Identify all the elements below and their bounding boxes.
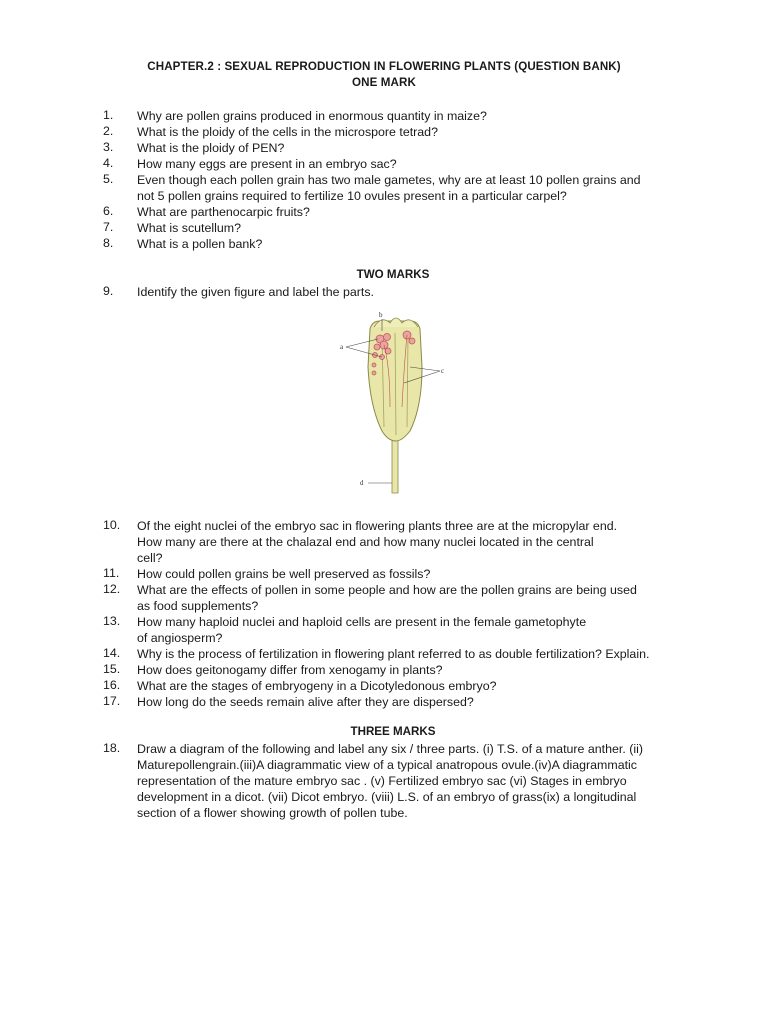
question-text: What are the effects of pollen in some people and how are the pollen grains are being used bbox=[137, 583, 637, 597]
question-text: not 5 pollen grains required to fertilize 10 ovules present in a particular carpel? bbox=[137, 189, 567, 203]
question-number: 11. bbox=[103, 566, 120, 580]
pollen-grain bbox=[374, 344, 380, 350]
pistil-figure bbox=[330, 307, 450, 497]
figure-label-c: c bbox=[441, 367, 445, 375]
question-text: How many haploid nuclei and haploid cells are present in the female gametophyte bbox=[137, 615, 587, 629]
question-number: 14. bbox=[103, 646, 121, 660]
question-number: 18. bbox=[103, 741, 121, 755]
figure-label-a: a bbox=[340, 343, 344, 351]
question-number: 5. bbox=[103, 172, 114, 186]
question-text: What is a pollen bank? bbox=[137, 237, 263, 251]
section-heading-three-marks: THREE MARKS bbox=[350, 725, 436, 738]
question-text: What is the ploidy of PEN? bbox=[137, 141, 285, 155]
question-text: What is scutellum? bbox=[137, 221, 241, 235]
question-text: Why are pollen grains produced in enormous quantity in maize? bbox=[137, 109, 487, 123]
question-number: 17. bbox=[103, 694, 121, 708]
question-text: How could pollen grains be well preserved as fossils? bbox=[137, 567, 431, 581]
question-text: What are parthenocarpic fruits? bbox=[137, 205, 310, 219]
question-text: Even though each pollen grain has two male gametes, why are at least 10 pollen grains and bbox=[137, 173, 641, 187]
question-text: What are the stages of embryogeny in a Dicotyledonous embryo? bbox=[137, 679, 497, 693]
question-number: 6. bbox=[103, 204, 114, 218]
question-number: 12. bbox=[103, 582, 121, 596]
pollen-grain bbox=[384, 334, 391, 341]
question-text: as food supplements? bbox=[137, 599, 259, 613]
question-number: 10. bbox=[103, 518, 121, 532]
page-title: CHAPTER.2 : SEXUAL REPRODUCTION IN FLOWERING PLANTS (QUESTION BANK) bbox=[147, 60, 621, 73]
section-heading-one-mark: ONE MARK bbox=[352, 76, 416, 89]
question-number: 7. bbox=[103, 220, 114, 234]
question-number: 9. bbox=[103, 284, 114, 298]
question-text: How long do the seeds remain alive after they are dispersed? bbox=[137, 695, 474, 709]
question-number: 8. bbox=[103, 236, 114, 250]
question-text: What is the ploidy of the cells in the microspore tetrad? bbox=[137, 125, 438, 139]
figure-label-b: b bbox=[379, 311, 383, 319]
question-number: 3. bbox=[103, 140, 114, 154]
pollen-grain bbox=[372, 371, 376, 375]
question-text: section of a flower showing growth of pollen tube. bbox=[137, 806, 408, 820]
question-text: How many are there at the chalazal end and how many nuclei located in the central bbox=[137, 535, 594, 549]
pollen-grain bbox=[409, 338, 415, 344]
question-text: of angiosperm? bbox=[137, 631, 223, 645]
question-number: 4. bbox=[103, 156, 114, 170]
stigma bbox=[374, 318, 418, 327]
question-text: Draw a diagram of the following and label any six / three parts. (i) T.S. of a mature anther. (ii) bbox=[137, 742, 643, 756]
section-heading-two-marks: TWO MARKS bbox=[356, 268, 430, 281]
question-text: cell? bbox=[137, 551, 163, 565]
question-text: How many eggs are present in an embryo sac? bbox=[137, 157, 397, 171]
question-text: Of the eight nuclei of the embryo sac in flowering plants three are at the micropylar end. bbox=[137, 519, 618, 533]
question-number: 13. bbox=[103, 614, 121, 628]
question-number: 16. bbox=[103, 678, 121, 692]
question-number: 2. bbox=[103, 124, 114, 138]
pollen-grain bbox=[372, 363, 376, 367]
question-text: Identify the given figure and label the parts. bbox=[137, 285, 374, 299]
question-number: 1. bbox=[103, 108, 114, 122]
question-text: How does geitonogamy differ from xenogamy in plants? bbox=[137, 663, 443, 677]
question-text: Maturepollengrain.(iii)A diagrammatic view of a typical anatropous ovule.(iv)A diagrammatic bbox=[137, 758, 637, 772]
question-text: representation of the mature embryo sac . (v) Fertilized embryo sac (vi) Stages in embryo bbox=[137, 774, 627, 788]
question-text: development in a dicot. (vii) Dicot embryo. (viii) L.S. of an embryo of grass(ix) a longitudinal bbox=[137, 790, 637, 804]
figure-label-d: d bbox=[360, 479, 364, 487]
question-text: Why is the process of fertilization in flowering plant referred to as double fertilization? Explain. bbox=[137, 647, 650, 661]
question-number: 15. bbox=[103, 662, 121, 676]
